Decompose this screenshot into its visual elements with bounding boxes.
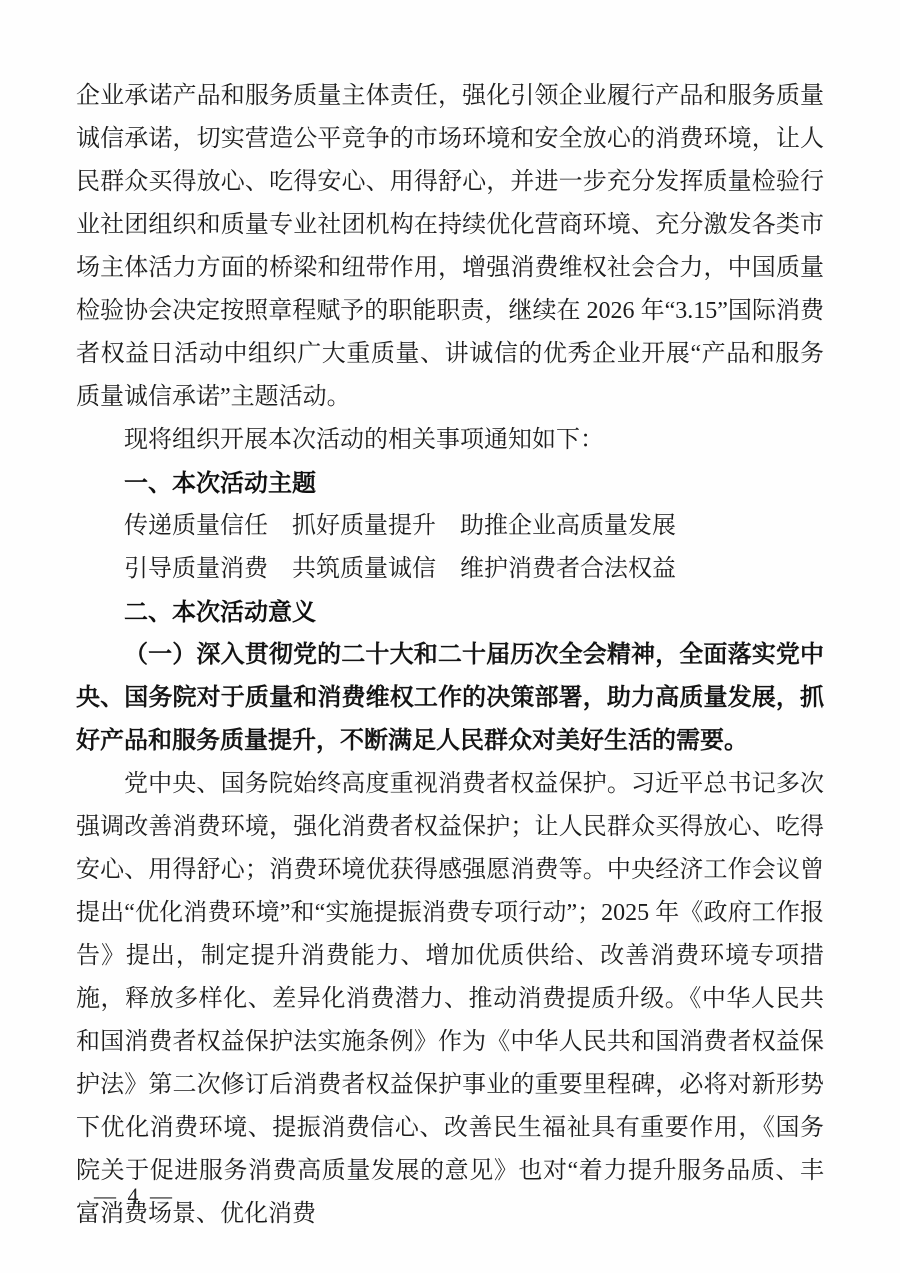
paragraph-emphasis-item-1: （一）深入贯彻党的二十大和二十届历次全会精神，全面落实党中央、国务院对于质量和消费维权工作的决策部署，助力高质量发展，抓好产品和服务质量提升，不断满足人民群众对美好生活的需要。 xyxy=(76,642,824,754)
section-heading-activity-theme: 一、本次活动主题 xyxy=(124,470,316,497)
theme-slogan-line-2: 引导质量消费 共筑质量诚信 维护消费者合法权益 xyxy=(124,556,676,582)
section-heading-activity-significance: 二、本次活动意义 xyxy=(124,599,316,626)
paragraph-body-significance: 党中央、国务院始终高度重视消费者权益保护。习近平总书记多次强调改善消费环境，强化消费者权益保护；让人民群众买得放心、吃得安心、用得舒心；消费环境优获得感强愿消费等。中央经济工作会议曾提出“优化消费环境”和“实施提振消费专项行动”；2025 年《政府工作报告》提出，制定提升消费能力、增加优质供给、改善消费环境专项措施，释放多样化、差异化消费潜力、推动消费提质升级。《中华人民共和国消费者权益保护法实施条例》作为《中华人民共和国消费者权益保护法》第二次修订后消费者权益保护事业的重要里程碑，必将对新形势下优化消费环境、提振消费信心、改善民生福祉具有重要作用，《国务院关于促进服务消费高质量发展的意见》也对“着力提升服务品质、丰富消费场景、优化消费 xyxy=(76,771,824,1227)
paragraph-continuation: 企业承诺产品和服务质量主体责任，强化引领企业履行产品和服务质量诚信承诺，切实营造公平竞争的市场环境和安全放心的消费环境，让人民群众买得放心、吃得安心、用得舒心，并进一步充分发挥质量检验行业社团组织和质量专业社团机构在持续优化营商环境、充分激发各类市场主体活力方面的桥梁和纽带作用，增强消费维权社会合力，中国质量检验协会决定按照章程赋予的职能职责，继续在 2026 年“3.15”国际消费者权益日活动中组织广大重质量、讲诚信的优秀企业开展“产品和服务质量诚信承诺”主题活动。 xyxy=(76,83,824,410)
document-body xyxy=(76,75,824,1236)
paragraph-intro: 现将组织开展本次活动的相关事项通知如下： xyxy=(124,427,604,453)
page-number: — 4 — xyxy=(94,1183,175,1208)
theme-slogan-line-1: 传递质量信任 抓好质量提升 助推企业高质量发展 xyxy=(124,513,676,539)
